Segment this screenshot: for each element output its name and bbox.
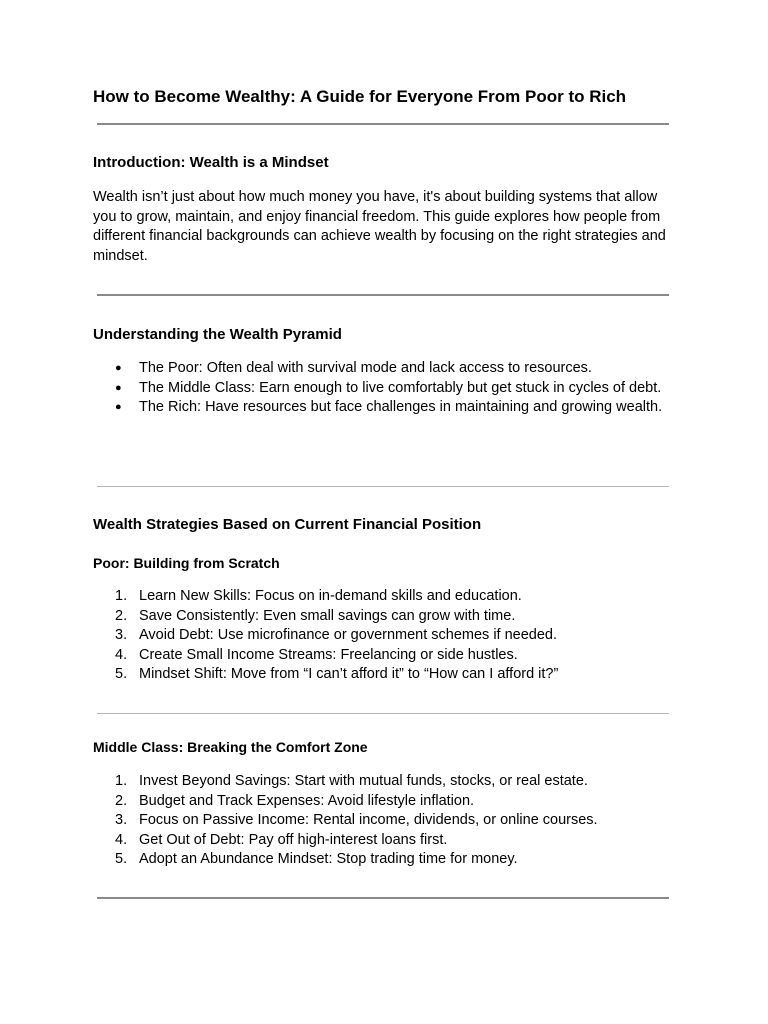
- list-number: 1.: [115, 773, 128, 789]
- list-number: 1.: [115, 588, 128, 604]
- list-item: [93, 607, 673, 627]
- list-item-text: Save Consistently: Even small savings can grow with time.: [139, 607, 516, 624]
- list-item: [93, 359, 673, 379]
- list-item-text: Focus on Passive Income: Rental income, dividends, or online courses.: [139, 812, 598, 828]
- list-item: [93, 646, 673, 666]
- bullet-icon: ●: [115, 401, 122, 413]
- list-item-text: Adopt an Abundance Mindset: Stop trading time for money.: [139, 851, 518, 867]
- middle-class-strategy-list: [93, 772, 673, 870]
- list-item-text: Learn New Skills: Focus on in-demand skills and education.: [139, 588, 522, 604]
- list-item-text: Create Small Income Streams: Freelancing or side hustles.: [139, 646, 518, 663]
- poor-strategy-list: [93, 587, 673, 685]
- list-item: [93, 398, 673, 418]
- poor-subheading: Poor: Building from Scratch: [93, 555, 280, 571]
- list-item: [93, 587, 673, 607]
- horizontal-rule: [97, 486, 669, 487]
- list-item-text: Invest Beyond Savings: Start with mutual funds, stocks, or real estate.: [139, 773, 588, 789]
- list-item-text: The Poor: Often deal with survival mode and lack access to resources.: [139, 360, 592, 376]
- list-item: [93, 626, 673, 646]
- list-item: [93, 665, 673, 685]
- list-item: [93, 811, 673, 831]
- list-item-text: Get Out of Debt: Pay off high-interest loans first.: [139, 831, 448, 848]
- horizontal-rule: [97, 123, 669, 125]
- strategies-heading: Wealth Strategies Based on Current Financial Position: [93, 516, 482, 533]
- intro-heading: Introduction: Wealth is a Mindset: [93, 154, 329, 171]
- bullet-icon: ●: [115, 362, 122, 374]
- list-item: [93, 772, 673, 792]
- list-number: 3.: [115, 627, 128, 643]
- list-number: 4.: [115, 646, 128, 663]
- list-item-text: Avoid Debt: Use microfinance or government schemes if needed.: [139, 627, 558, 643]
- list-item: [93, 379, 673, 399]
- horizontal-rule: [97, 897, 669, 899]
- list-number: 5.: [115, 666, 128, 682]
- list-number: 5.: [115, 851, 128, 867]
- list-number: 4.: [115, 831, 128, 848]
- document-title: How to Become Wealthy: A Guide for Everyone From Poor to Rich: [93, 87, 627, 106]
- pyramid-list: [93, 359, 673, 418]
- list-item: [93, 831, 673, 851]
- list-number: 2.: [115, 792, 128, 809]
- middle-class-subheading: Middle Class: Breaking the Comfort Zone: [93, 739, 368, 755]
- horizontal-rule: [97, 294, 669, 296]
- bullet-icon: ●: [115, 381, 122, 394]
- list-item-text: Budget and Track Expenses: Avoid lifestyle inflation.: [139, 792, 475, 809]
- pyramid-heading: Understanding the Wealth Pyramid: [93, 326, 342, 343]
- horizontal-rule: [97, 713, 669, 714]
- list-item: [93, 792, 673, 812]
- list-item: [93, 850, 673, 870]
- list-item-text: The Rich: Have resources but face challenges in maintaining and growing wealth.: [139, 399, 663, 415]
- list-number: 2.: [115, 607, 128, 624]
- intro-paragraph: Wealth isn’t just about how much money you have, it's about building systems that allow you to grow, maintain, and enjoy financial freedom. This guide explores how people from different financial backgrounds can achieve wealth by focusing on the right strategies and mindset.: [93, 189, 666, 264]
- list-item-text: The Middle Class: Earn enough to live comfortably but get stuck in cycles of debt.: [139, 379, 662, 396]
- list-number: 3.: [115, 812, 128, 828]
- list-item-text: Mindset Shift: Move from “I can’t afford it” to “How can I afford it?”: [139, 666, 559, 682]
